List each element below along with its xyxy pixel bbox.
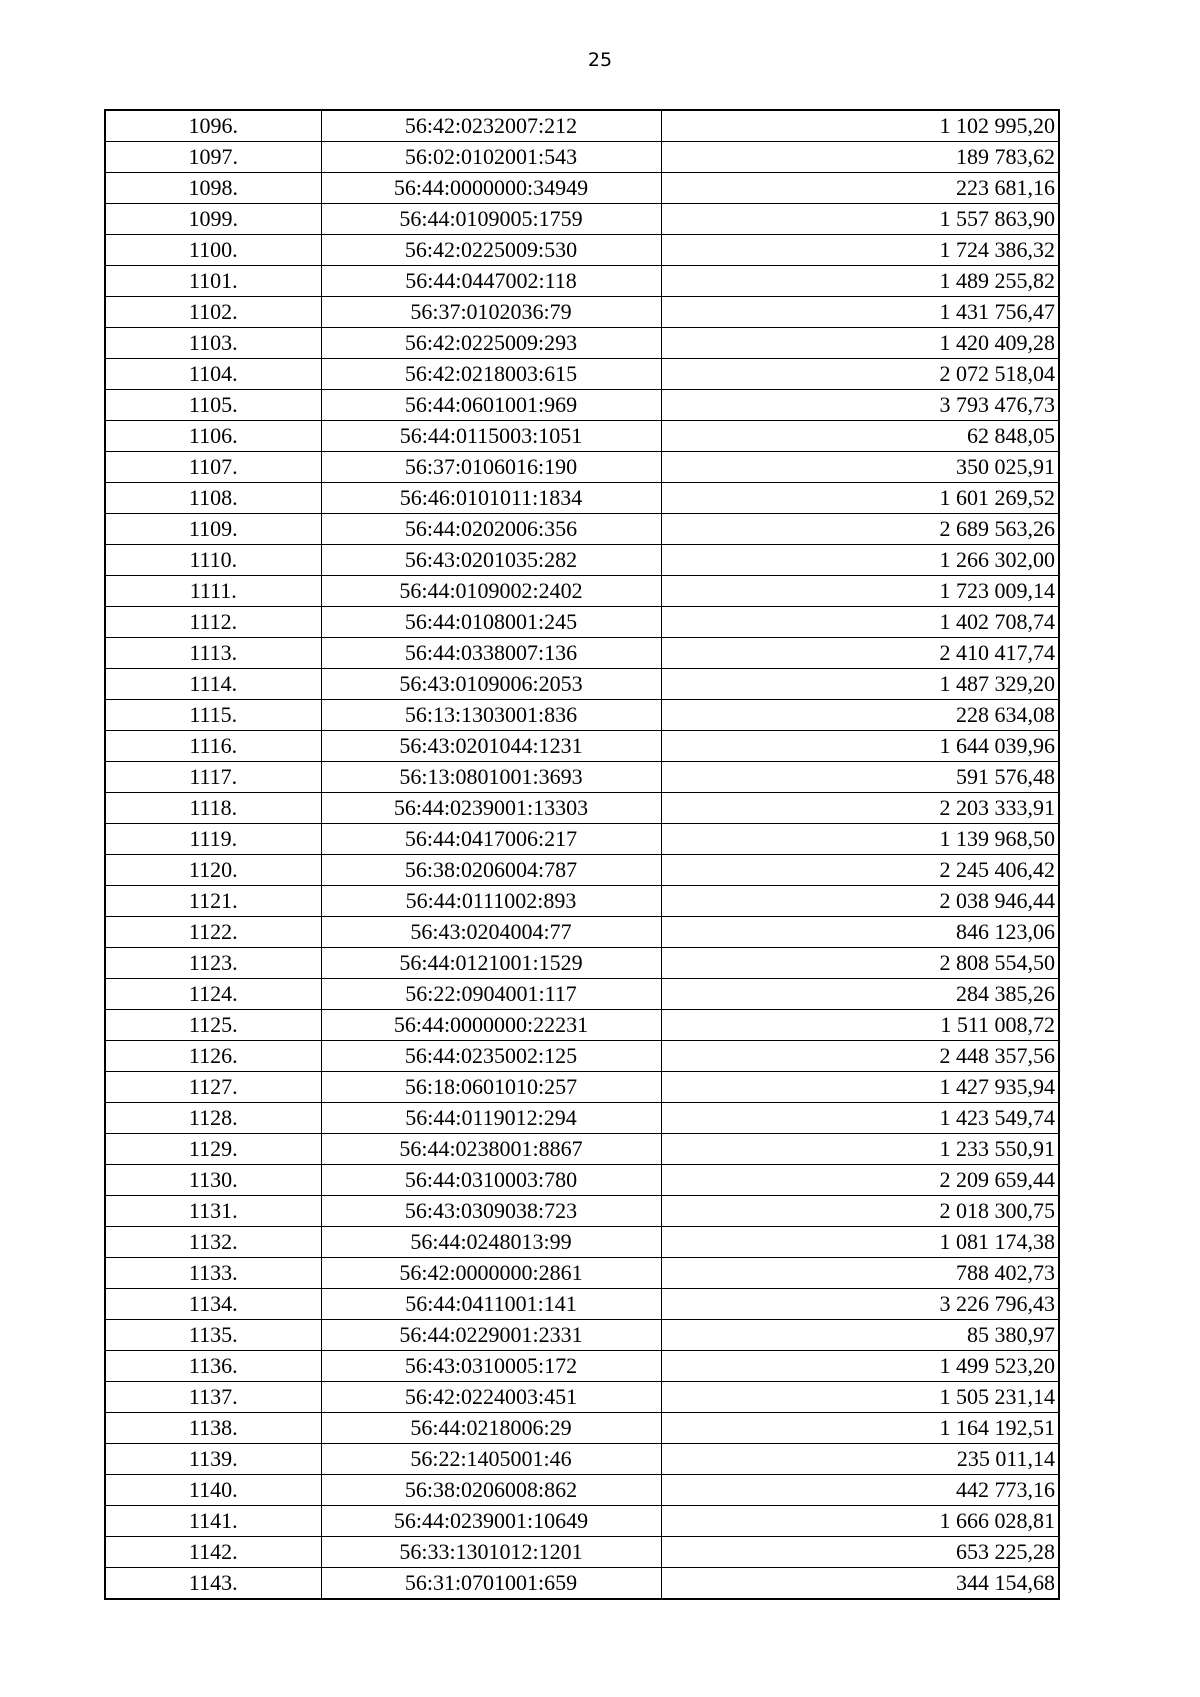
cadastral-value-cell: 1 601 269,52 [661,483,1059,514]
cadastral-number-cell: 56:44:0417006:217 [321,824,661,855]
cadastral-value-cell: 442 773,16 [661,1475,1059,1506]
row-number-cell: 1110. [105,545,321,576]
cadastral-value-cell: 1 505 231,14 [661,1382,1059,1413]
table-body [105,110,1059,1599]
cadastral-value-cell: 2 209 659,44 [661,1165,1059,1196]
row-number-cell: 1101. [105,266,321,297]
cadastral-value-cell: 284 385,26 [661,979,1059,1010]
cadastral-number-cell: 56:42:0225009:530 [321,235,661,266]
cadastral-value-cell: 2 245 406,42 [661,855,1059,886]
cadastral-number-cell: 56:44:0202006:356 [321,514,661,545]
row-number-cell: 1108. [105,483,321,514]
cadastral-number-cell: 56:42:0232007:212 [321,110,661,142]
cadastral-value-cell: 228 634,08 [661,700,1059,731]
cadastral-value-cell: 2 689 563,26 [661,514,1059,545]
cadastral-number-cell: 56:44:0239001:13303 [321,793,661,824]
cadastral-value-cell: 1 402 708,74 [661,607,1059,638]
row-number-cell: 1100. [105,235,321,266]
table-row [105,266,1059,297]
cadastral-number-cell: 56:44:0248013:99 [321,1227,661,1258]
row-number-cell: 1118. [105,793,321,824]
cadastral-value-cell: 85 380,97 [661,1320,1059,1351]
cadastral-value-cell: 1 557 863,90 [661,204,1059,235]
table-row [105,1227,1059,1258]
row-number-cell: 1099. [105,204,321,235]
row-number-cell: 1116. [105,731,321,762]
table-row [105,731,1059,762]
cadastral-number-cell: 56:44:0239001:10649 [321,1506,661,1537]
cadastral-number-cell: 56:44:0109002:2402 [321,576,661,607]
table-row [105,110,1059,142]
table-row [105,359,1059,390]
cadastral-number-cell: 56:13:0801001:3693 [321,762,661,793]
row-number-cell: 1105. [105,390,321,421]
cadastral-value-cell: 1 431 756,47 [661,297,1059,328]
cadastral-number-cell: 56:44:0108001:245 [321,607,661,638]
cadastral-value-cell: 1 724 386,32 [661,235,1059,266]
row-number-cell: 1122. [105,917,321,948]
row-number-cell: 1114. [105,669,321,700]
table-row [105,1320,1059,1351]
row-number-cell: 1130. [105,1165,321,1196]
cadastral-number-cell: 56:44:0111002:893 [321,886,661,917]
cadastral-value-cell: 1 420 409,28 [661,328,1059,359]
cadastral-value-cell: 3 226 796,43 [661,1289,1059,1320]
table-row [105,824,1059,855]
cadastral-value-cell: 2 038 946,44 [661,886,1059,917]
table-row [105,1568,1059,1600]
cadastral-value-cell: 350 025,91 [661,452,1059,483]
cadastral-value-cell: 1 499 523,20 [661,1351,1059,1382]
cadastral-value-cell: 1 102 995,20 [661,110,1059,142]
table-row [105,173,1059,204]
cadastral-value-cell: 2 808 554,50 [661,948,1059,979]
row-number-cell: 1143. [105,1568,321,1600]
table-row [105,669,1059,700]
row-number-cell: 1115. [105,700,321,731]
cadastral-number-cell: 56:43:0309038:723 [321,1196,661,1227]
row-number-cell: 1120. [105,855,321,886]
cadastral-number-cell: 56:13:1303001:836 [321,700,661,731]
table-row [105,1103,1059,1134]
cadastral-value-cell: 1 164 192,51 [661,1413,1059,1444]
row-number-cell: 1113. [105,638,321,669]
cadastral-number-cell: 56:44:0238001:8867 [321,1134,661,1165]
row-number-cell: 1129. [105,1134,321,1165]
page-number: 25 [587,49,613,71]
cadastral-number-cell: 56:44:0229001:2331 [321,1320,661,1351]
row-number-cell: 1112. [105,607,321,638]
cadastral-number-cell: 56:44:0601001:969 [321,390,661,421]
table-row [105,1382,1059,1413]
table-row [105,1444,1059,1475]
cadastral-value-cell: 2 448 357,56 [661,1041,1059,1072]
row-number-cell: 1121. [105,886,321,917]
cadastral-number-cell: 56:18:0601010:257 [321,1072,661,1103]
table-row [105,793,1059,824]
row-number-cell: 1134. [105,1289,321,1320]
table-row [105,204,1059,235]
table-row [105,917,1059,948]
table-row [105,948,1059,979]
table-row [105,1134,1059,1165]
table-row [105,514,1059,545]
table-row [105,1351,1059,1382]
cadastral-number-cell: 56:43:0201035:282 [321,545,661,576]
cadastral-number-cell: 56:44:0115003:1051 [321,421,661,452]
cadastral-number-cell: 56:22:0904001:117 [321,979,661,1010]
table-row [105,700,1059,731]
cadastral-value-cell: 235 011,14 [661,1444,1059,1475]
row-number-cell: 1137. [105,1382,321,1413]
table-row [105,886,1059,917]
cadastral-number-cell: 56:44:0000000:22231 [321,1010,661,1041]
cadastral-number-cell: 56:44:0218006:29 [321,1413,661,1444]
cadastral-value-cell: 344 154,68 [661,1568,1059,1600]
table-row [105,1041,1059,1072]
table-row [105,1258,1059,1289]
row-number-cell: 1132. [105,1227,321,1258]
row-number-cell: 1098. [105,173,321,204]
row-number-cell: 1096. [105,110,321,142]
cadastral-value-cell: 1 666 028,81 [661,1506,1059,1537]
cadastral-value-cell: 2 018 300,75 [661,1196,1059,1227]
row-number-cell: 1125. [105,1010,321,1041]
cadastral-number-cell: 56:38:0206004:787 [321,855,661,886]
row-number-cell: 1117. [105,762,321,793]
table-row [105,1196,1059,1227]
cadastral-number-cell: 56:33:1301012:1201 [321,1537,661,1568]
row-number-cell: 1131. [105,1196,321,1227]
row-number-cell: 1136. [105,1351,321,1382]
cadastral-value-cell: 653 225,28 [661,1537,1059,1568]
table-row [105,1506,1059,1537]
cadastral-value-cell: 223 681,16 [661,173,1059,204]
row-number-cell: 1126. [105,1041,321,1072]
cadastral-value-cell: 846 123,06 [661,917,1059,948]
row-number-cell: 1135. [105,1320,321,1351]
table-row [105,297,1059,328]
cadastral-number-cell: 56:44:0411001:141 [321,1289,661,1320]
table-row [105,607,1059,638]
table-row [105,979,1059,1010]
row-number-cell: 1104. [105,359,321,390]
row-number-cell: 1102. [105,297,321,328]
row-number-cell: 1127. [105,1072,321,1103]
table-row [105,1072,1059,1103]
cadastral-value-cell: 1 081 174,38 [661,1227,1059,1258]
cadastral-number-cell: 56:22:1405001:46 [321,1444,661,1475]
cadastral-number-cell: 56:43:0204004:77 [321,917,661,948]
table-row [105,483,1059,514]
table-row [105,1289,1059,1320]
table-row [105,1165,1059,1196]
cadastral-value-cell: 1 139 968,50 [661,824,1059,855]
cadastral-value-table [104,109,1060,1600]
cadastral-value-cell: 62 848,05 [661,421,1059,452]
table-row [105,235,1059,266]
row-number-cell: 1128. [105,1103,321,1134]
cadastral-value-cell: 2 072 518,04 [661,359,1059,390]
cadastral-number-cell: 56:02:0102001:543 [321,142,661,173]
cadastral-value-cell: 1 644 039,96 [661,731,1059,762]
cadastral-value-cell: 591 576,48 [661,762,1059,793]
row-number-cell: 1119. [105,824,321,855]
row-number-cell: 1124. [105,979,321,1010]
cadastral-value-cell: 1 487 329,20 [661,669,1059,700]
row-number-cell: 1133. [105,1258,321,1289]
cadastral-number-cell: 56:42:0000000:2861 [321,1258,661,1289]
cadastral-number-cell: 56:44:0121001:1529 [321,948,661,979]
cadastral-number-cell: 56:44:0235002:125 [321,1041,661,1072]
row-number-cell: 1103. [105,328,321,359]
row-number-cell: 1097. [105,142,321,173]
cadastral-number-cell: 56:31:0701001:659 [321,1568,661,1600]
cadastral-number-cell: 56:44:0310003:780 [321,1165,661,1196]
cadastral-value-cell: 1 266 302,00 [661,545,1059,576]
table-row [105,390,1059,421]
cadastral-number-cell: 56:43:0109006:2053 [321,669,661,700]
cadastral-number-cell: 56:38:0206008:862 [321,1475,661,1506]
table-row [105,1413,1059,1444]
row-number-cell: 1107. [105,452,321,483]
table-row [105,328,1059,359]
cadastral-value-cell: 2 203 333,91 [661,793,1059,824]
table-row [105,855,1059,886]
cadastral-number-cell: 56:42:0218003:615 [321,359,661,390]
table-row [105,762,1059,793]
table-row [105,1010,1059,1041]
cadastral-value-cell: 788 402,73 [661,1258,1059,1289]
cadastral-value-cell: 1 423 549,74 [661,1103,1059,1134]
row-number-cell: 1109. [105,514,321,545]
cadastral-number-cell: 56:44:0338007:136 [321,638,661,669]
cadastral-number-cell: 56:44:0119012:294 [321,1103,661,1134]
cadastral-value-cell: 1 511 008,72 [661,1010,1059,1041]
cadastral-value-cell: 1 489 255,82 [661,266,1059,297]
table-row [105,452,1059,483]
table-row [105,142,1059,173]
row-number-cell: 1140. [105,1475,321,1506]
cadastral-number-cell: 56:37:0102036:79 [321,297,661,328]
row-number-cell: 1111. [105,576,321,607]
cadastral-number-cell: 56:46:0101011:1834 [321,483,661,514]
cadastral-number-cell: 56:44:0000000:34949 [321,173,661,204]
table-row [105,576,1059,607]
cadastral-value-cell: 1 723 009,14 [661,576,1059,607]
cadastral-value-cell: 3 793 476,73 [661,390,1059,421]
cadastral-number-cell: 56:42:0224003:451 [321,1382,661,1413]
cadastral-number-cell: 56:44:0109005:1759 [321,204,661,235]
cadastral-number-cell: 56:44:0447002:118 [321,266,661,297]
table-row [105,421,1059,452]
row-number-cell: 1142. [105,1537,321,1568]
cadastral-number-cell: 56:43:0201044:1231 [321,731,661,762]
table-row [105,1537,1059,1568]
table-row [105,1475,1059,1506]
row-number-cell: 1141. [105,1506,321,1537]
row-number-cell: 1123. [105,948,321,979]
cadastral-number-cell: 56:37:0106016:190 [321,452,661,483]
row-number-cell: 1139. [105,1444,321,1475]
row-number-cell: 1138. [105,1413,321,1444]
cadastral-value-cell: 1 427 935,94 [661,1072,1059,1103]
cadastral-value-cell: 2 410 417,74 [661,638,1059,669]
table-row [105,545,1059,576]
cadastral-number-cell: 56:42:0225009:293 [321,328,661,359]
cadastral-value-cell: 1 233 550,91 [661,1134,1059,1165]
cadastral-number-cell: 56:43:0310005:172 [321,1351,661,1382]
table-row [105,638,1059,669]
row-number-cell: 1106. [105,421,321,452]
cadastral-value-cell: 189 783,62 [661,142,1059,173]
